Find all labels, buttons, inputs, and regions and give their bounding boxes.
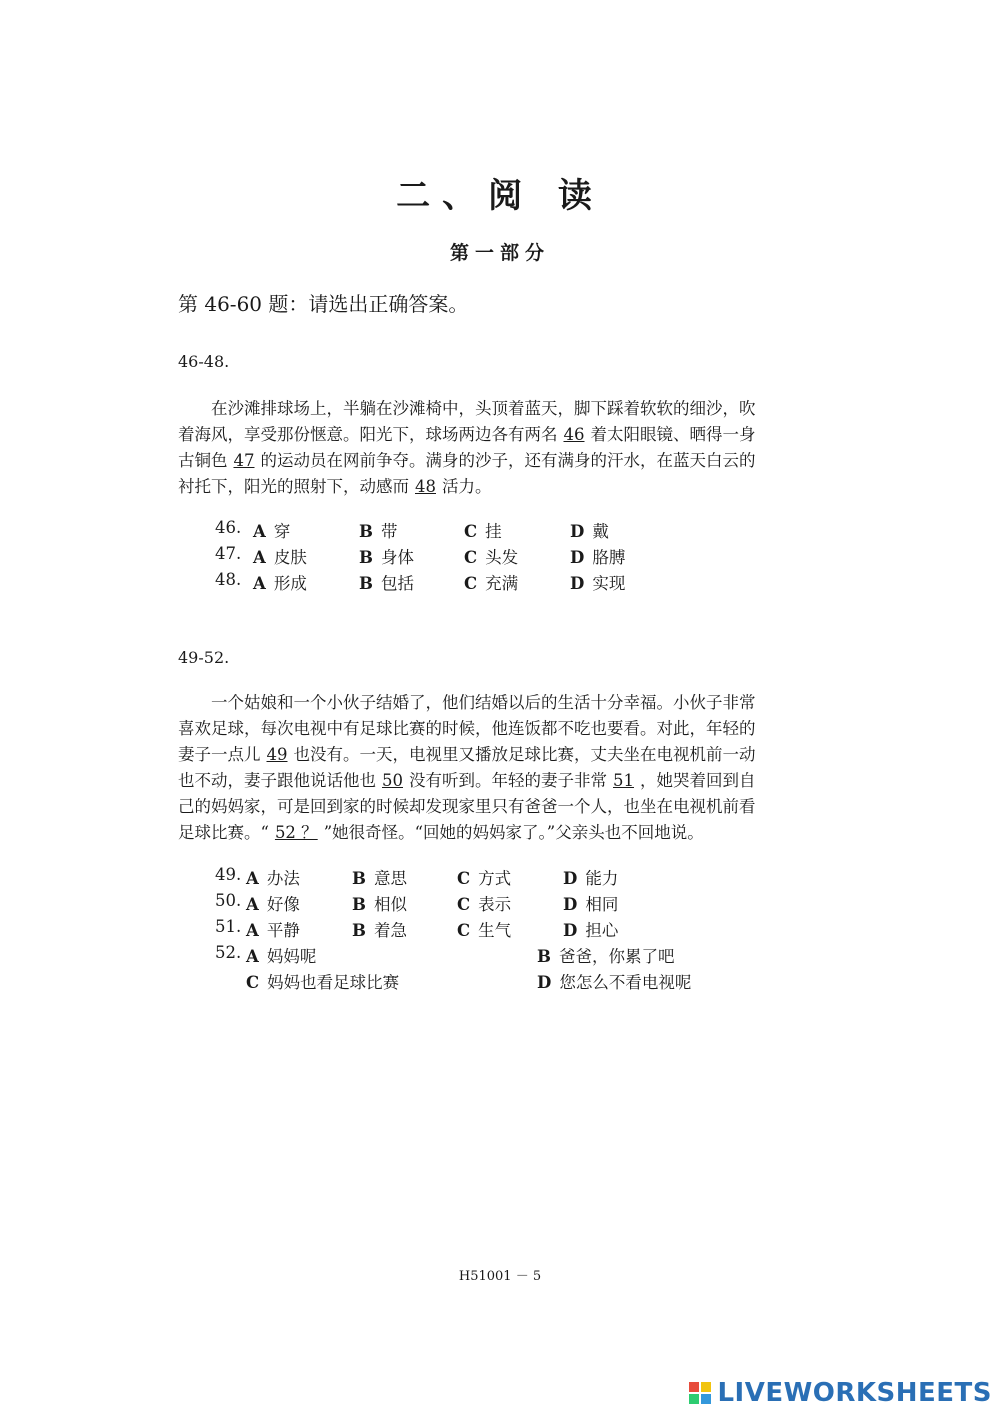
- question-range: 46-48.: [178, 352, 230, 371]
- option-b[interactable]: B 意思: [352, 869, 407, 888]
- option-a[interactable]: A 形成: [253, 574, 307, 593]
- option-b[interactable]: B 相似: [352, 895, 407, 914]
- option-b[interactable]: B 身体: [359, 548, 414, 567]
- question-number: 50.: [215, 891, 242, 910]
- question-range: 49-52.: [178, 648, 230, 667]
- question-number: 46.: [215, 518, 242, 537]
- option-d[interactable]: D 戴: [570, 522, 609, 541]
- blank-47[interactable]: 47: [233, 451, 255, 470]
- blank-48[interactable]: 48: [415, 477, 436, 496]
- passage-line: 足球比赛。“ 52 ？ ”她很奇怪。“回她的妈妈家了。”父亲头也不回地说。: [178, 823, 704, 842]
- question-number: 47.: [215, 544, 242, 563]
- page-title: 二、阅 读: [396, 176, 604, 216]
- option-c[interactable]: C 方式: [457, 869, 512, 888]
- option-d[interactable]: D 担心: [563, 921, 619, 940]
- blank-51[interactable]: 51: [613, 771, 634, 790]
- option-d[interactable]: D 胳膊: [570, 548, 626, 567]
- option-52-a[interactable]: A 妈妈呢: [246, 947, 317, 966]
- passage-line: 一个姑娘和一个小伙子结婚了，他们结婚以后的生活十分幸福。小伙子非常: [178, 693, 756, 712]
- option-a[interactable]: A 皮肤: [253, 548, 307, 567]
- option-c[interactable]: C 挂: [464, 522, 502, 541]
- option-c[interactable]: C 生气: [457, 921, 512, 940]
- option-a[interactable]: A 平静: [246, 921, 300, 940]
- passage: [178, 396, 826, 500]
- question-number: 49.: [215, 865, 242, 884]
- passage-line: 在沙滩排球场上，半躺在沙滩椅中，头顶着蓝天，脚下踩着软软的细沙，吹: [178, 399, 756, 418]
- option-a[interactable]: A 办法: [246, 869, 300, 888]
- part-subtitle: 第一部分: [449, 242, 550, 264]
- option-d[interactable]: D 相同: [563, 895, 619, 914]
- option-c[interactable]: C 表示: [457, 895, 512, 914]
- option-a[interactable]: A 好像: [246, 895, 300, 914]
- option-b[interactable]: B 着急: [352, 921, 407, 940]
- passage-line: 喜欢足球，每次电视中有足球比赛的时候，他连饭都不吃也要看。对此，年轻的: [178, 719, 756, 738]
- option-b[interactable]: B 带: [359, 522, 398, 541]
- option-c[interactable]: C 头发: [464, 548, 519, 567]
- passage-line: 古铜色 47 的运动员在网前争夺。满身的沙子，还有满身的汗水，在蓝天白云的: [178, 451, 756, 470]
- option-52-d[interactable]: D 您怎么不看电视呢: [537, 973, 692, 992]
- passage-line: 也不动，妻子跟他说话他也 50 没有听到。年轻的妻子非常 51 ，她哭着回到自: [178, 771, 756, 790]
- liveworksheets-logo-icon: [689, 1382, 711, 1404]
- option-a[interactable]: A 穿: [253, 522, 291, 541]
- passage-line: 己的妈妈家，可是回到家的时候却发现家里只有爸爸一个人，也坐在电视机前看: [178, 797, 756, 816]
- page-footer: H51001 － 5: [458, 1269, 542, 1284]
- option-d[interactable]: D 实现: [570, 574, 626, 593]
- passage-line: 着海风，享受那份惬意。阳光下，球场两边各有两名 46 着太阳眼镜、晒得一身: [178, 425, 756, 444]
- option-d[interactable]: D 能力: [563, 869, 619, 888]
- blank-49[interactable]: 49: [266, 745, 288, 764]
- question-number: 48.: [215, 570, 242, 589]
- blank-46[interactable]: 46: [563, 425, 585, 444]
- option-c[interactable]: C 充满: [464, 574, 519, 593]
- instructions: 第 46-60 题：请选出正确答案。: [178, 292, 469, 316]
- option-52-b[interactable]: B 爸爸，你累了吧: [537, 947, 675, 966]
- brand-name: LIVEWORKSHEETS: [717, 1378, 992, 1408]
- question-number: 52.: [215, 943, 242, 962]
- passage-line: 衬托下，阳光的照射下，动感而 48 活力。: [178, 477, 492, 496]
- question-number: 51.: [215, 917, 242, 936]
- passage: [178, 690, 826, 846]
- blank-50[interactable]: 50: [382, 771, 403, 790]
- option-52-c[interactable]: C 妈妈也看足球比赛: [246, 973, 400, 992]
- option-b[interactable]: B 包括: [359, 574, 414, 593]
- passage-line: 妻子一点儿 49 也没有。一天，电视里又播放足球比赛，丈夫坐在电视机前一动: [178, 745, 756, 764]
- blank-52[interactable]: 52 ？: [274, 823, 318, 842]
- liveworksheets-watermark: [689, 1378, 992, 1408]
